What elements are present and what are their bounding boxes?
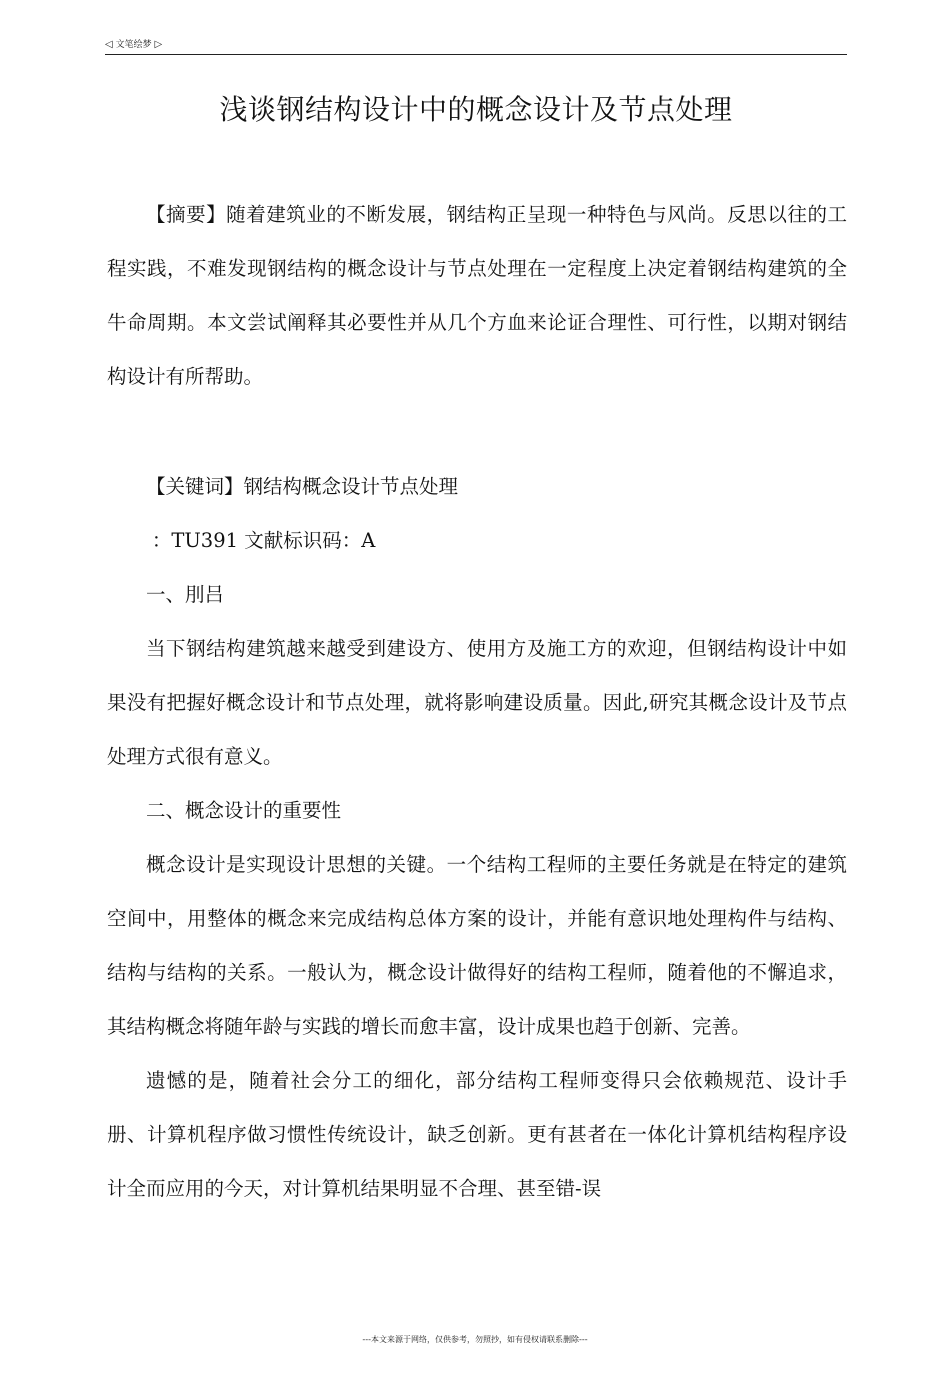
classification-line: ：TU391 文献标识码：A <box>151 529 376 552</box>
page-footer: ---本文来源于网络，仅供参考，勿照抄，如有侵权请联系删除--- <box>362 1335 588 1344</box>
abstract-paragraph: 【摘要】随着建筑业的不断发展，钢结构正呈现一种特色与风尚。反思以往的工程实践，不难发现钢结构的概念设计与节点处理在一定程度上决定着钢结构建筑的全牛命周期。本文尝试阐释其必要性并从几个方血来论证合理性、可行性，以期对钢结构设计有所帮助。 <box>107 203 847 388</box>
section-1-heading: 一、刖吕 <box>146 583 225 606</box>
document-title: 浅谈钢结构设计中的概念设计及节点处理 <box>219 93 733 126</box>
page-header <box>105 38 847 55</box>
document-body <box>107 188 847 1216</box>
section-2-paragraph-2: 遗憾的是，随着社会分工的细化，部分结构工程师变得只会依赖规范、设计手册、计算机程序做习惯性传统设计，缺乏创新。更有甚者在一体化计算机结构程序设计全而应用的今天，对计算机结果明显不合理、甚至错-误 <box>107 1069 847 1200</box>
left-triangle-icon: ◁ <box>105 39 113 50</box>
section-2-heading: 二、概念设计的重要性 <box>146 799 342 822</box>
section-1-paragraph: 当下钢结构建筑越来越受到建设方、使用方及施工方的欢迎，但钢结构设计中如果没有把握好概念设计和节点处理，就将影响建设质量。因此,研究其概念设计及节点处理方式很有意义。 <box>107 637 847 768</box>
right-triangle-icon: ▷ <box>154 39 163 50</box>
keywords-line: 【关键词】钢结构概念设计节点处理 <box>146 475 459 498</box>
header-label: 文笔绘梦 <box>115 40 152 50</box>
section-2-paragraph-1: 概念设计是实现设计思想的关键。一个结构工程师的主要任务就是在特定的建筑空间中，用整体的概念来完成结构总体方案的设计，并能有意识地处理构件与结构、结构与结构的关系。一般认为，概念设计做得好的结构工程师，随着他的不懈追求，其结构概念将随年龄与实践的增长而愈丰富，设计成果也趋于创新、完善。 <box>107 853 847 1038</box>
